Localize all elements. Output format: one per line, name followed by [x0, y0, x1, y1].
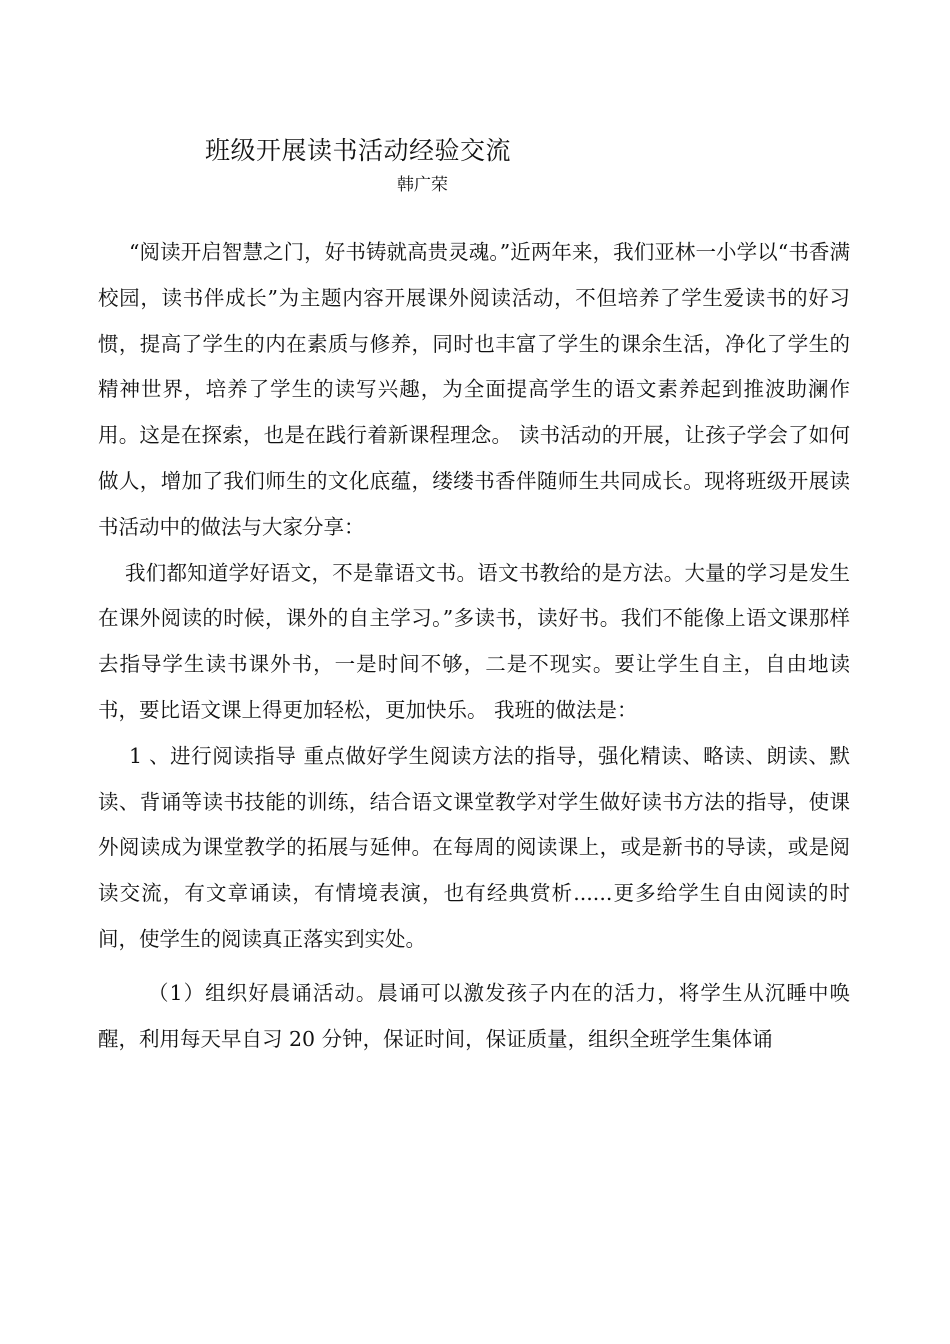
paragraph-intro: “阅读开启智慧之门，好书铸就高贵灵魂。”近两年来，我们亚林一小学以“书香满校园，读书伴成长”为主题内容开展课外阅读活动，不但培养了学生爱读书的好习惯，提高了学生的内在素质与修养，同时也丰富了学生的课余生活，净化了学生的精神世界，培养了学生的读写兴趣，为全面提高学生的语文素养起到推波助澜作用。这是在探索，也是在践行着新课程理念。 读书活动的开展，让孩子学会了如何做人，增加了我们师生的文化底蕴，缕缕书香伴随师生共同成长。现将班级开展读书活动中的做法与大家分享：	[98, 240, 850, 539]
author-name: 韩广荣	[397, 175, 448, 195]
document-body	[98, 230, 850, 1062]
paragraph-morning-recitation: （1）组织好晨诵活动。晨诵可以激发孩子内在的活力，将学生从沉睡中唤醒，利用每天早自习 20 分钟，保证时间，保证质量，组织全班学生集体诵	[98, 980, 850, 1051]
paragraph-reading-guidance: 1 、进行阅读指导 重点做好学生阅读方法的指导，强化精读、略读、朗读、默读、背诵等读书技能的训练，结合语文课堂教学对学生做好读书方法的指导，使课外阅读成为课堂教学的拓展与延伸。在每周的阅读课上，或是新书的导读，或是阅读交流，有文章诵读，有情境表演，也有经典赏析......更多给学生自由阅读的时间，使学生的阅读真正落实到实处。	[98, 743, 850, 951]
document-title: 班级开展读书活动经验交流	[205, 136, 512, 165]
paragraph-method-overview: 我们都知道学好语文，不是靠语文书。语文书教给的是方法。大量的学习是发生在课外阅读的时候，课外的自主学习。”多读书，读好书。我们不能像上语文课那样去指导学生读书课外书，一是时间不够，二是不现实。要让学生自主，自由地读书，要比语文课上得更加轻松，更加快乐。 我班的做法是：	[98, 560, 850, 722]
